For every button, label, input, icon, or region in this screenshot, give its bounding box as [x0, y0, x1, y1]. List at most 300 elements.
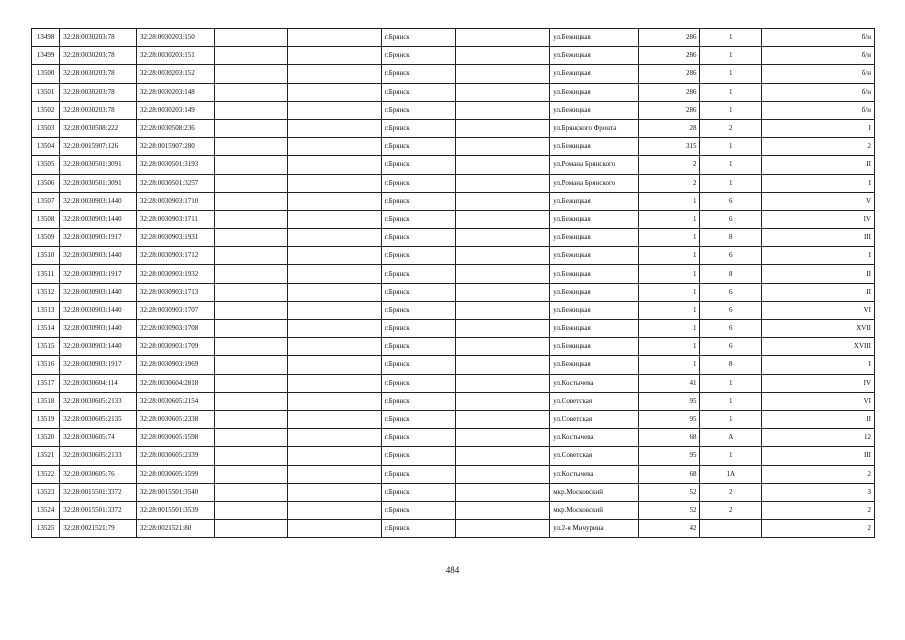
row-number-cell: 13509	[32, 229, 60, 247]
street-cell: ул.Бежицкая	[550, 65, 639, 83]
cadastral-number-cell: 32:28:0030203:151	[136, 47, 214, 65]
empty-cell	[456, 374, 550, 392]
street-cell: ул.Брянского Фронта	[550, 119, 639, 137]
house-cell: 286	[638, 101, 700, 119]
empty-cell	[456, 301, 550, 319]
row-number-cell: 13515	[32, 338, 60, 356]
cadastral-number-cell: 32:28:0030903:1969	[136, 356, 214, 374]
empty-cell	[214, 410, 288, 428]
empty-cell	[456, 410, 550, 428]
house-cell: 286	[638, 47, 700, 65]
city-cell: г.Брянск	[381, 47, 456, 65]
house-cell: 1	[638, 229, 700, 247]
premises-cell: V	[761, 192, 874, 210]
table-row	[32, 410, 875, 428]
empty-cell	[288, 247, 382, 265]
empty-cell	[214, 83, 288, 101]
premises-cell: VI	[761, 301, 874, 319]
empty-cell	[214, 47, 288, 65]
house-cell: 68	[638, 429, 700, 447]
building-cell: 1	[700, 101, 762, 119]
building-cell: 2	[700, 483, 762, 501]
cadastral-number-cell: 32:28:0030903:1931	[136, 229, 214, 247]
row-number-cell: 13506	[32, 174, 60, 192]
parent-cadastral-cell: 32:28:0030203:78	[60, 83, 137, 101]
premises-cell: 2	[761, 520, 874, 538]
premises-cell: IV	[761, 210, 874, 228]
street-cell: ул.Советская	[550, 392, 639, 410]
empty-cell	[288, 65, 382, 83]
row-number-cell: 13511	[32, 265, 60, 283]
premises-cell: I	[761, 247, 874, 265]
row-number-cell: 13518	[32, 392, 60, 410]
street-cell: ул.Костычева	[550, 374, 639, 392]
empty-cell	[456, 101, 550, 119]
row-number-cell: 13512	[32, 283, 60, 301]
building-cell: 8	[700, 265, 762, 283]
empty-cell	[288, 101, 382, 119]
house-cell: 41	[638, 374, 700, 392]
empty-cell	[456, 119, 550, 137]
empty-cell	[288, 192, 382, 210]
empty-cell	[456, 174, 550, 192]
premises-cell: б/н	[761, 29, 874, 47]
premises-cell: VI	[761, 392, 874, 410]
empty-cell	[456, 338, 550, 356]
building-cell: А	[700, 429, 762, 447]
parent-cadastral-cell: 32:28:0030605:2133	[60, 447, 137, 465]
table-row	[32, 338, 875, 356]
empty-cell	[214, 192, 288, 210]
table-row	[32, 520, 875, 538]
parent-cadastral-cell: 32:28:0030903:1440	[60, 192, 137, 210]
premises-cell: б/н	[761, 83, 874, 101]
house-cell: 1	[638, 247, 700, 265]
building-cell: 6	[700, 192, 762, 210]
row-number-cell: 13499	[32, 47, 60, 65]
row-number-cell: 13521	[32, 447, 60, 465]
empty-cell	[214, 374, 288, 392]
empty-cell	[456, 447, 550, 465]
street-cell: ул.Костычева	[550, 465, 639, 483]
premises-cell: IV	[761, 374, 874, 392]
parent-cadastral-cell: 32:28:0030203:78	[60, 29, 137, 47]
cadastral-number-cell: 32:28:0015907:280	[136, 138, 214, 156]
city-cell: г.Брянск	[381, 229, 456, 247]
house-cell: 2	[638, 156, 700, 174]
empty-cell	[288, 83, 382, 101]
empty-cell	[214, 265, 288, 283]
empty-cell	[456, 283, 550, 301]
building-cell: 1	[700, 138, 762, 156]
empty-cell	[288, 156, 382, 174]
parent-cadastral-cell: 32:28:0015907:126	[60, 138, 137, 156]
empty-cell	[288, 301, 382, 319]
building-cell: 1	[700, 392, 762, 410]
city-cell: г.Брянск	[381, 83, 456, 101]
parent-cadastral-cell: 32:28:0030903:1440	[60, 210, 137, 228]
empty-cell	[288, 119, 382, 137]
empty-cell	[288, 320, 382, 338]
street-cell: ул.Бежицкая	[550, 83, 639, 101]
table-row	[32, 501, 875, 519]
empty-cell	[214, 65, 288, 83]
premises-cell: II	[761, 156, 874, 174]
house-cell: 42	[638, 520, 700, 538]
street-cell: ул.Бежицкая	[550, 192, 639, 210]
empty-cell	[456, 320, 550, 338]
building-cell: 2	[700, 119, 762, 137]
house-cell: 95	[638, 447, 700, 465]
building-cell	[700, 520, 762, 538]
row-number-cell: 13500	[32, 65, 60, 83]
street-cell: ул.2-я Мичурина	[550, 520, 639, 538]
table-row	[32, 447, 875, 465]
building-cell: 6	[700, 338, 762, 356]
empty-cell	[288, 229, 382, 247]
street-cell: ул.Бежицкая	[550, 29, 639, 47]
table-row	[32, 138, 875, 156]
empty-cell	[214, 283, 288, 301]
parent-cadastral-cell: 32:28:0030501:3091	[60, 156, 137, 174]
parent-cadastral-cell: 32:28:0030604:114	[60, 374, 137, 392]
row-number-cell: 13520	[32, 429, 60, 447]
parent-cadastral-cell: 32:28:0030203:78	[60, 65, 137, 83]
row-number-cell: 13523	[32, 483, 60, 501]
street-cell: ул.Бежицкая	[550, 338, 639, 356]
street-cell: ул.Бежицкая	[550, 320, 639, 338]
parent-cadastral-cell: 32:28:0030903:1917	[60, 356, 137, 374]
parent-cadastral-cell: 32:28:0030508:222	[60, 119, 137, 137]
city-cell: г.Брянск	[381, 320, 456, 338]
table-row	[32, 119, 875, 137]
row-number-cell: 13514	[32, 320, 60, 338]
parent-cadastral-cell: 32:28:0030903:1440	[60, 283, 137, 301]
premises-cell: III	[761, 229, 874, 247]
empty-cell	[288, 465, 382, 483]
city-cell: г.Брянск	[381, 210, 456, 228]
building-cell: 8	[700, 229, 762, 247]
premises-cell: I	[761, 174, 874, 192]
parent-cadastral-cell: 32:28:0021521:79	[60, 520, 137, 538]
building-cell: 6	[700, 247, 762, 265]
empty-cell	[214, 483, 288, 501]
empty-cell	[214, 247, 288, 265]
empty-cell	[214, 138, 288, 156]
row-number-cell: 13507	[32, 192, 60, 210]
empty-cell	[214, 210, 288, 228]
premises-cell: 2	[761, 465, 874, 483]
empty-cell	[456, 192, 550, 210]
house-cell: 286	[638, 29, 700, 47]
empty-cell	[456, 392, 550, 410]
parent-cadastral-cell: 32:28:0030903:1440	[60, 301, 137, 319]
row-number-cell: 13516	[32, 356, 60, 374]
table-row	[32, 247, 875, 265]
empty-cell	[214, 465, 288, 483]
premises-cell: 2	[761, 138, 874, 156]
city-cell: г.Брянск	[381, 465, 456, 483]
table-row	[32, 47, 875, 65]
house-cell: 28	[638, 119, 700, 137]
parent-cadastral-cell: 32:28:0030605:76	[60, 465, 137, 483]
empty-cell	[456, 65, 550, 83]
building-cell: 6	[700, 320, 762, 338]
cadastral-number-cell: 32:28:0021521:80	[136, 520, 214, 538]
house-cell: 2	[638, 174, 700, 192]
city-cell: г.Брянск	[381, 65, 456, 83]
table-row	[32, 483, 875, 501]
empty-cell	[214, 320, 288, 338]
table-row	[32, 374, 875, 392]
street-cell: ул.Советская	[550, 410, 639, 428]
parent-cadastral-cell: 32:28:0030903:1440	[60, 338, 137, 356]
empty-cell	[456, 501, 550, 519]
empty-cell	[456, 247, 550, 265]
premises-cell: II	[761, 265, 874, 283]
empty-cell	[288, 374, 382, 392]
empty-cell	[214, 447, 288, 465]
city-cell: г.Брянск	[381, 174, 456, 192]
city-cell: г.Брянск	[381, 301, 456, 319]
parent-cadastral-cell: 32:28:0015501:3372	[60, 501, 137, 519]
cadastral-number-cell: 32:28:0030203:148	[136, 83, 214, 101]
premises-cell: 2	[761, 501, 874, 519]
city-cell: г.Брянск	[381, 156, 456, 174]
cadastral-number-cell: 32:28:0030203:149	[136, 101, 214, 119]
empty-cell	[214, 429, 288, 447]
table-row	[32, 101, 875, 119]
parent-cadastral-cell: 32:28:0030605:2135	[60, 410, 137, 428]
cadastral-number-cell: 32:28:0030903:1713	[136, 283, 214, 301]
city-cell: г.Брянск	[381, 392, 456, 410]
premises-cell: 12	[761, 429, 874, 447]
row-number-cell: 13517	[32, 374, 60, 392]
premises-cell: II	[761, 410, 874, 428]
table-row	[32, 301, 875, 319]
table-row	[32, 392, 875, 410]
building-cell: 1	[700, 447, 762, 465]
building-cell: 6	[700, 210, 762, 228]
empty-cell	[456, 429, 550, 447]
building-cell: 1	[700, 47, 762, 65]
street-cell: ул.Бежицкая	[550, 301, 639, 319]
premises-cell: 3	[761, 483, 874, 501]
empty-cell	[288, 410, 382, 428]
street-cell: ул.Советская	[550, 447, 639, 465]
table-row	[32, 283, 875, 301]
empty-cell	[288, 138, 382, 156]
table-row	[32, 356, 875, 374]
city-cell: г.Брянск	[381, 338, 456, 356]
cadastral-number-cell: 32:28:0030605:2339	[136, 447, 214, 465]
row-number-cell: 13502	[32, 101, 60, 119]
empty-cell	[288, 338, 382, 356]
empty-cell	[214, 520, 288, 538]
house-cell: 1	[638, 192, 700, 210]
cadastral-number-cell: 32:28:0030605:1599	[136, 465, 214, 483]
city-cell: г.Брянск	[381, 29, 456, 47]
premises-cell: XVII	[761, 320, 874, 338]
city-cell: г.Брянск	[381, 429, 456, 447]
cadastral-number-cell: 32:28:0030903:1710	[136, 192, 214, 210]
city-cell: г.Брянск	[381, 410, 456, 428]
cadastral-number-cell: 32:28:0030903:1711	[136, 210, 214, 228]
cadastral-number-cell: 32:28:0030508:236	[136, 119, 214, 137]
row-number-cell: 13504	[32, 138, 60, 156]
table-row	[32, 210, 875, 228]
house-cell: 52	[638, 501, 700, 519]
parent-cadastral-cell: 32:28:0030903:1917	[60, 229, 137, 247]
empty-cell	[456, 29, 550, 47]
street-cell: ул.Романа Брянского	[550, 156, 639, 174]
empty-cell	[288, 447, 382, 465]
cadastral-number-cell: 32:28:0030604:2818	[136, 374, 214, 392]
empty-cell	[288, 174, 382, 192]
city-cell: г.Брянск	[381, 520, 456, 538]
empty-cell	[214, 101, 288, 119]
parent-cadastral-cell: 32:28:0030605:74	[60, 429, 137, 447]
street-cell: ул.Бежицкая	[550, 356, 639, 374]
street-cell: ул.Бежицкая	[550, 283, 639, 301]
table-row	[32, 29, 875, 47]
row-number-cell: 13508	[32, 210, 60, 228]
table-row	[32, 265, 875, 283]
empty-cell	[456, 156, 550, 174]
row-number-cell: 13519	[32, 410, 60, 428]
building-cell: 8	[700, 356, 762, 374]
table-row	[32, 192, 875, 210]
empty-cell	[214, 338, 288, 356]
street-cell: ул.Бежицкая	[550, 265, 639, 283]
empty-cell	[214, 29, 288, 47]
house-cell: 1	[638, 283, 700, 301]
house-cell: 95	[638, 392, 700, 410]
cadastral-number-cell: 32:28:0015501:3540	[136, 483, 214, 501]
empty-cell	[288, 283, 382, 301]
parent-cadastral-cell: 32:28:0015501:3372	[60, 483, 137, 501]
cadastral-number-cell: 32:28:0030903:1712	[136, 247, 214, 265]
parent-cadastral-cell: 32:28:0030203:78	[60, 101, 137, 119]
house-cell: 1	[638, 265, 700, 283]
empty-cell	[288, 356, 382, 374]
house-cell: 68	[638, 465, 700, 483]
empty-cell	[456, 229, 550, 247]
cadastral-number-cell: 32:28:0030903:1932	[136, 265, 214, 283]
premises-cell: XVIII	[761, 338, 874, 356]
table-row	[32, 320, 875, 338]
street-cell: ул.Романа Брянского	[550, 174, 639, 192]
table-row	[32, 83, 875, 101]
cadastral-number-cell: 32:28:0030605:2338	[136, 410, 214, 428]
house-cell: 95	[638, 410, 700, 428]
empty-cell	[288, 210, 382, 228]
empty-cell	[288, 520, 382, 538]
empty-cell	[456, 356, 550, 374]
cadastral-number-cell: 32:28:0030203:150	[136, 29, 214, 47]
premises-cell: б/н	[761, 47, 874, 65]
city-cell: г.Брянск	[381, 483, 456, 501]
premises-cell: II	[761, 283, 874, 301]
premises-cell: I	[761, 119, 874, 137]
parent-cadastral-cell: 32:28:0030203:78	[60, 47, 137, 65]
parent-cadastral-cell: 32:28:0030605:2133	[60, 392, 137, 410]
cadastral-number-cell: 32:28:0030903:1709	[136, 338, 214, 356]
building-cell: 1	[700, 29, 762, 47]
row-number-cell: 13505	[32, 156, 60, 174]
empty-cell	[288, 501, 382, 519]
parent-cadastral-cell: 32:28:0030903:1917	[60, 265, 137, 283]
street-cell: мкр.Московский	[550, 501, 639, 519]
premises-cell: б/н	[761, 65, 874, 83]
page-number: 484	[445, 565, 460, 575]
table-row	[32, 229, 875, 247]
city-cell: г.Брянск	[381, 138, 456, 156]
row-number-cell: 13510	[32, 247, 60, 265]
city-cell: г.Брянск	[381, 447, 456, 465]
row-number-cell: 13498	[32, 29, 60, 47]
table-body	[32, 29, 875, 538]
street-cell: ул.Бежицкая	[550, 210, 639, 228]
building-cell: 1	[700, 65, 762, 83]
table-row	[32, 465, 875, 483]
building-cell: 1А	[700, 465, 762, 483]
city-cell: г.Брянск	[381, 356, 456, 374]
table-row	[32, 429, 875, 447]
parent-cadastral-cell: 32:28:0030903:1440	[60, 247, 137, 265]
parent-cadastral-cell: 32:28:0030501:3091	[60, 174, 137, 192]
building-cell: 6	[700, 301, 762, 319]
empty-cell	[214, 392, 288, 410]
cadastral-number-cell: 32:28:0030903:1708	[136, 320, 214, 338]
empty-cell	[288, 47, 382, 65]
city-cell: г.Брянск	[381, 119, 456, 137]
building-cell: 1	[700, 174, 762, 192]
cadastral-number-cell: 32:28:0030605:2154	[136, 392, 214, 410]
table-row	[32, 174, 875, 192]
house-cell: 286	[638, 83, 700, 101]
street-cell: ул.Бежицкая	[550, 47, 639, 65]
street-cell: ул.Бежицкая	[550, 247, 639, 265]
house-cell: 1	[638, 338, 700, 356]
row-number-cell: 13501	[32, 83, 60, 101]
premises-cell: I	[761, 356, 874, 374]
empty-cell	[288, 29, 382, 47]
cadastral-number-cell: 32:28:0030501:3193	[136, 156, 214, 174]
city-cell: г.Брянск	[381, 247, 456, 265]
cadastral-number-cell: 32:28:0030605:1598	[136, 429, 214, 447]
empty-cell	[288, 265, 382, 283]
house-cell: 1	[638, 301, 700, 319]
empty-cell	[456, 83, 550, 101]
street-cell: ул.Костычева	[550, 429, 639, 447]
table-row	[32, 65, 875, 83]
house-cell: 1	[638, 210, 700, 228]
table-row	[32, 156, 875, 174]
premises-cell: III	[761, 447, 874, 465]
premises-cell: б/н	[761, 101, 874, 119]
house-cell: 1	[638, 320, 700, 338]
building-cell: 1	[700, 374, 762, 392]
cadastral-number-cell: 32:28:0030203:152	[136, 65, 214, 83]
building-cell: 1	[700, 156, 762, 174]
row-number-cell: 13525	[32, 520, 60, 538]
empty-cell	[288, 483, 382, 501]
city-cell: г.Брянск	[381, 283, 456, 301]
row-number-cell: 13513	[32, 301, 60, 319]
street-cell: ул.Бежицкая	[550, 138, 639, 156]
empty-cell	[214, 301, 288, 319]
